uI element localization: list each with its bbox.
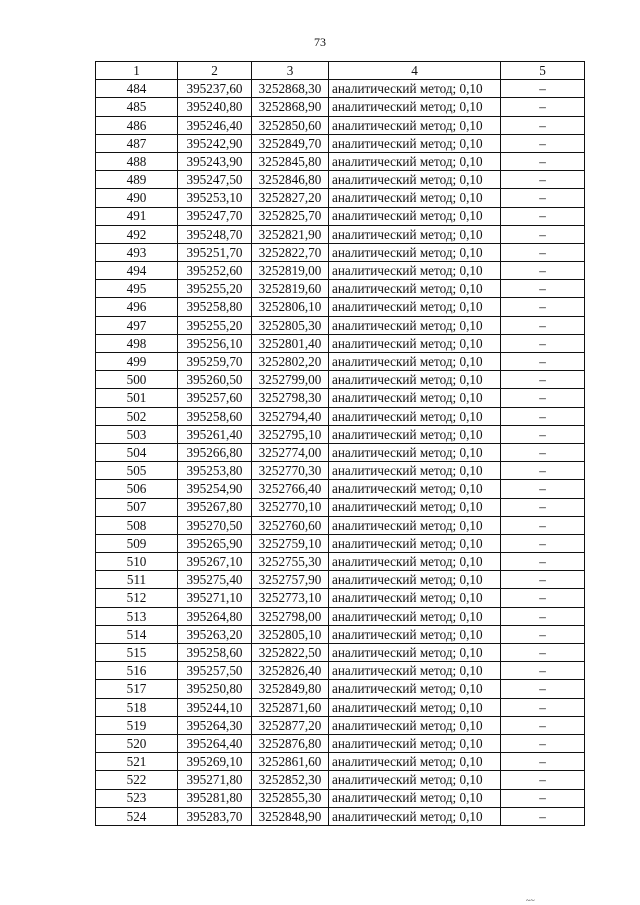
- table-row: [96, 789, 585, 807]
- method-accuracy-cell: аналитический метод; 0,10: [329, 789, 501, 807]
- method-accuracy-cell: аналитический метод; 0,10: [329, 498, 501, 516]
- x-coordinate-cell: 395256,10: [178, 334, 252, 352]
- table-row: [96, 589, 585, 607]
- note-cell: –: [501, 207, 585, 225]
- note-cell: –: [501, 589, 585, 607]
- method-accuracy-cell: аналитический метод; 0,10: [329, 80, 501, 98]
- method-accuracy-cell: аналитический метод; 0,10: [329, 152, 501, 170]
- note-cell: –: [501, 407, 585, 425]
- method-accuracy-cell: аналитический метод; 0,10: [329, 625, 501, 643]
- x-coordinate-cell: 395255,20: [178, 280, 252, 298]
- note-cell: –: [501, 662, 585, 680]
- table-row: [96, 425, 585, 443]
- method-accuracy-cell: аналитический метод; 0,10: [329, 698, 501, 716]
- y-coordinate-cell: 3252822,50: [252, 644, 329, 662]
- note-cell: –: [501, 789, 585, 807]
- y-coordinate-cell: 3252801,40: [252, 334, 329, 352]
- point-number-cell: 494: [96, 262, 178, 280]
- method-accuracy-cell: аналитический метод; 0,10: [329, 571, 501, 589]
- page-number: 73: [314, 35, 326, 49]
- method-accuracy-cell: аналитический метод; 0,10: [329, 553, 501, 571]
- x-coordinate-cell: 395252,60: [178, 262, 252, 280]
- point-number-cell: 507: [96, 498, 178, 516]
- y-coordinate-cell: 3252861,60: [252, 753, 329, 771]
- point-number-cell: 485: [96, 98, 178, 116]
- y-coordinate-cell: 3252766,40: [252, 480, 329, 498]
- point-number-cell: 511: [96, 571, 178, 589]
- table-row: [96, 334, 585, 352]
- method-accuracy-cell: аналитический метод; 0,10: [329, 371, 501, 389]
- column-header-3: 3: [252, 62, 329, 80]
- table-row: [96, 116, 585, 134]
- y-coordinate-cell: 3252852,30: [252, 771, 329, 789]
- y-coordinate-cell: 3252849,80: [252, 680, 329, 698]
- note-cell: –: [501, 443, 585, 461]
- y-coordinate-cell: 3252760,60: [252, 516, 329, 534]
- method-accuracy-cell: аналитический метод; 0,10: [329, 134, 501, 152]
- point-number-cell: 508: [96, 516, 178, 534]
- x-coordinate-cell: 395243,90: [178, 152, 252, 170]
- table-row: [96, 80, 585, 98]
- note-cell: –: [501, 625, 585, 643]
- note-cell: –: [501, 571, 585, 589]
- table-header-row: [96, 62, 585, 80]
- point-number-cell: 501: [96, 389, 178, 407]
- point-number-cell: 516: [96, 662, 178, 680]
- column-header-5: 5: [501, 62, 585, 80]
- y-coordinate-cell: 3252868,30: [252, 80, 329, 98]
- table-row: [96, 134, 585, 152]
- y-coordinate-cell: 3252825,70: [252, 207, 329, 225]
- point-number-cell: 495: [96, 280, 178, 298]
- note-cell: –: [501, 462, 585, 480]
- y-coordinate-cell: 3252871,60: [252, 698, 329, 716]
- x-coordinate-cell: 395266,80: [178, 443, 252, 461]
- point-number-cell: 490: [96, 189, 178, 207]
- y-coordinate-cell: 3252770,30: [252, 462, 329, 480]
- x-coordinate-cell: 395246,40: [178, 116, 252, 134]
- y-coordinate-cell: 3252868,90: [252, 98, 329, 116]
- note-cell: –: [501, 371, 585, 389]
- table-row: [96, 753, 585, 771]
- y-coordinate-cell: 3252846,80: [252, 171, 329, 189]
- table-row: [96, 625, 585, 643]
- note-cell: –: [501, 98, 585, 116]
- method-accuracy-cell: аналитический метод; 0,10: [329, 316, 501, 334]
- method-accuracy-cell: аналитический метод; 0,10: [329, 98, 501, 116]
- y-coordinate-cell: 3252822,70: [252, 243, 329, 261]
- table-row: [96, 680, 585, 698]
- point-number-cell: 486: [96, 116, 178, 134]
- y-coordinate-cell: 3252773,10: [252, 589, 329, 607]
- table-row: [96, 462, 585, 480]
- point-number-cell: 517: [96, 680, 178, 698]
- method-accuracy-cell: аналитический метод; 0,10: [329, 334, 501, 352]
- point-number-cell: 523: [96, 789, 178, 807]
- table-row: [96, 571, 585, 589]
- table-row: [96, 262, 585, 280]
- y-coordinate-cell: 3252850,60: [252, 116, 329, 134]
- table-row: [96, 207, 585, 225]
- table-row: [96, 716, 585, 734]
- table-row: [96, 225, 585, 243]
- x-coordinate-cell: 395265,90: [178, 534, 252, 552]
- table-row: [96, 98, 585, 116]
- table-row: [96, 407, 585, 425]
- y-coordinate-cell: 3252770,10: [252, 498, 329, 516]
- point-number-cell: 506: [96, 480, 178, 498]
- note-cell: –: [501, 753, 585, 771]
- y-coordinate-cell: 3252877,20: [252, 716, 329, 734]
- table-row: [96, 243, 585, 261]
- y-coordinate-cell: 3252805,10: [252, 625, 329, 643]
- method-accuracy-cell: аналитический метод; 0,10: [329, 189, 501, 207]
- note-cell: –: [501, 644, 585, 662]
- point-number-cell: 489: [96, 171, 178, 189]
- x-coordinate-cell: 395258,60: [178, 644, 252, 662]
- note-cell: –: [501, 225, 585, 243]
- method-accuracy-cell: аналитический метод; 0,10: [329, 607, 501, 625]
- x-coordinate-cell: 395247,70: [178, 207, 252, 225]
- note-cell: –: [501, 353, 585, 371]
- point-number-cell: 522: [96, 771, 178, 789]
- method-accuracy-cell: аналитический метод; 0,10: [329, 171, 501, 189]
- y-coordinate-cell: 3252848,90: [252, 807, 329, 825]
- x-coordinate-cell: 395283,70: [178, 807, 252, 825]
- note-cell: –: [501, 498, 585, 516]
- method-accuracy-cell: аналитический метод; 0,10: [329, 425, 501, 443]
- x-coordinate-cell: 395264,30: [178, 716, 252, 734]
- note-cell: –: [501, 607, 585, 625]
- y-coordinate-cell: 3252794,40: [252, 407, 329, 425]
- table-row: [96, 171, 585, 189]
- method-accuracy-cell: аналитический метод; 0,10: [329, 644, 501, 662]
- point-number-cell: 500: [96, 371, 178, 389]
- note-cell: –: [501, 334, 585, 352]
- point-number-cell: 515: [96, 644, 178, 662]
- table-row: [96, 371, 585, 389]
- x-coordinate-cell: 395259,70: [178, 353, 252, 371]
- x-coordinate-cell: 395267,80: [178, 498, 252, 516]
- method-accuracy-cell: аналитический метод; 0,10: [329, 807, 501, 825]
- point-number-cell: 512: [96, 589, 178, 607]
- table-row: [96, 516, 585, 534]
- method-accuracy-cell: аналитический метод; 0,10: [329, 262, 501, 280]
- method-accuracy-cell: аналитический метод; 0,10: [329, 480, 501, 498]
- point-number-cell: 496: [96, 298, 178, 316]
- x-coordinate-cell: 395271,10: [178, 589, 252, 607]
- note-cell: –: [501, 116, 585, 134]
- x-coordinate-cell: 395242,90: [178, 134, 252, 152]
- corner-mark: ~~: [526, 896, 535, 905]
- y-coordinate-cell: 3252757,90: [252, 571, 329, 589]
- note-cell: –: [501, 189, 585, 207]
- method-accuracy-cell: аналитический метод; 0,10: [329, 589, 501, 607]
- point-number-cell: 520: [96, 734, 178, 752]
- method-accuracy-cell: аналитический метод; 0,10: [329, 280, 501, 298]
- method-accuracy-cell: аналитический метод; 0,10: [329, 298, 501, 316]
- point-number-cell: 518: [96, 698, 178, 716]
- note-cell: –: [501, 171, 585, 189]
- x-coordinate-cell: 395240,80: [178, 98, 252, 116]
- x-coordinate-cell: 395251,70: [178, 243, 252, 261]
- y-coordinate-cell: 3252798,30: [252, 389, 329, 407]
- coordinates-table: [95, 61, 585, 826]
- x-coordinate-cell: 395261,40: [178, 425, 252, 443]
- table-row: [96, 389, 585, 407]
- method-accuracy-cell: аналитический метод; 0,10: [329, 534, 501, 552]
- y-coordinate-cell: 3252826,40: [252, 662, 329, 680]
- x-coordinate-cell: 395248,70: [178, 225, 252, 243]
- method-accuracy-cell: аналитический метод; 0,10: [329, 389, 501, 407]
- point-number-cell: 521: [96, 753, 178, 771]
- column-header-2: 2: [178, 62, 252, 80]
- note-cell: –: [501, 298, 585, 316]
- x-coordinate-cell: 395264,40: [178, 734, 252, 752]
- x-coordinate-cell: 395281,80: [178, 789, 252, 807]
- y-coordinate-cell: 3252806,10: [252, 298, 329, 316]
- y-coordinate-cell: 3252821,90: [252, 225, 329, 243]
- x-coordinate-cell: 395253,10: [178, 189, 252, 207]
- point-number-cell: 484: [96, 80, 178, 98]
- point-number-cell: 509: [96, 534, 178, 552]
- method-accuracy-cell: аналитический метод; 0,10: [329, 516, 501, 534]
- table-row: [96, 534, 585, 552]
- note-cell: –: [501, 243, 585, 261]
- method-accuracy-cell: аналитический метод; 0,10: [329, 680, 501, 698]
- x-coordinate-cell: 395269,10: [178, 753, 252, 771]
- point-number-cell: 498: [96, 334, 178, 352]
- method-accuracy-cell: аналитический метод; 0,10: [329, 753, 501, 771]
- note-cell: –: [501, 807, 585, 825]
- table-row: [96, 152, 585, 170]
- method-accuracy-cell: аналитический метод; 0,10: [329, 662, 501, 680]
- y-coordinate-cell: 3252759,10: [252, 534, 329, 552]
- point-number-cell: 505: [96, 462, 178, 480]
- table-row: [96, 662, 585, 680]
- x-coordinate-cell: 395255,20: [178, 316, 252, 334]
- x-coordinate-cell: 395271,80: [178, 771, 252, 789]
- x-coordinate-cell: 395253,80: [178, 462, 252, 480]
- table-row: [96, 698, 585, 716]
- y-coordinate-cell: 3252774,00: [252, 443, 329, 461]
- note-cell: –: [501, 134, 585, 152]
- method-accuracy-cell: аналитический метод; 0,10: [329, 407, 501, 425]
- y-coordinate-cell: 3252819,00: [252, 262, 329, 280]
- table-row: [96, 771, 585, 789]
- method-accuracy-cell: аналитический метод; 0,10: [329, 716, 501, 734]
- y-coordinate-cell: 3252876,80: [252, 734, 329, 752]
- x-coordinate-cell: 395275,40: [178, 571, 252, 589]
- y-coordinate-cell: 3252819,60: [252, 280, 329, 298]
- table-row: [96, 498, 585, 516]
- y-coordinate-cell: 3252827,20: [252, 189, 329, 207]
- method-accuracy-cell: аналитический метод; 0,10: [329, 462, 501, 480]
- method-accuracy-cell: аналитический метод; 0,10: [329, 353, 501, 371]
- x-coordinate-cell: 395260,50: [178, 371, 252, 389]
- method-accuracy-cell: аналитический метод; 0,10: [329, 443, 501, 461]
- table-body: [96, 80, 585, 826]
- x-coordinate-cell: 395257,60: [178, 389, 252, 407]
- point-number-cell: 488: [96, 152, 178, 170]
- note-cell: –: [501, 152, 585, 170]
- x-coordinate-cell: 395237,60: [178, 80, 252, 98]
- point-number-cell: 510: [96, 553, 178, 571]
- x-coordinate-cell: 395250,80: [178, 680, 252, 698]
- point-number-cell: 491: [96, 207, 178, 225]
- table-row: [96, 189, 585, 207]
- point-number-cell: 513: [96, 607, 178, 625]
- point-number-cell: 492: [96, 225, 178, 243]
- column-header-4: 4: [329, 62, 501, 80]
- x-coordinate-cell: 395254,90: [178, 480, 252, 498]
- x-coordinate-cell: 395258,80: [178, 298, 252, 316]
- note-cell: –: [501, 716, 585, 734]
- note-cell: –: [501, 480, 585, 498]
- note-cell: –: [501, 534, 585, 552]
- point-number-cell: 524: [96, 807, 178, 825]
- point-number-cell: 503: [96, 425, 178, 443]
- point-number-cell: 497: [96, 316, 178, 334]
- column-header-1: 1: [96, 62, 178, 80]
- y-coordinate-cell: 3252795,10: [252, 425, 329, 443]
- note-cell: –: [501, 425, 585, 443]
- x-coordinate-cell: 395247,50: [178, 171, 252, 189]
- y-coordinate-cell: 3252802,20: [252, 353, 329, 371]
- note-cell: –: [501, 680, 585, 698]
- table-row: [96, 644, 585, 662]
- y-coordinate-cell: 3252855,30: [252, 789, 329, 807]
- point-number-cell: 519: [96, 716, 178, 734]
- point-number-cell: 487: [96, 134, 178, 152]
- y-coordinate-cell: 3252805,30: [252, 316, 329, 334]
- note-cell: –: [501, 389, 585, 407]
- x-coordinate-cell: 395267,10: [178, 553, 252, 571]
- note-cell: –: [501, 262, 585, 280]
- table-row: [96, 734, 585, 752]
- table-row: [96, 353, 585, 371]
- y-coordinate-cell: 3252845,80: [252, 152, 329, 170]
- table-row: [96, 553, 585, 571]
- method-accuracy-cell: аналитический метод; 0,10: [329, 243, 501, 261]
- x-coordinate-cell: 395244,10: [178, 698, 252, 716]
- x-coordinate-cell: 395270,50: [178, 516, 252, 534]
- x-coordinate-cell: 395258,60: [178, 407, 252, 425]
- table-row: [96, 807, 585, 825]
- method-accuracy-cell: аналитический метод; 0,10: [329, 771, 501, 789]
- y-coordinate-cell: 3252799,00: [252, 371, 329, 389]
- table-row: [96, 280, 585, 298]
- note-cell: –: [501, 80, 585, 98]
- y-coordinate-cell: 3252849,70: [252, 134, 329, 152]
- x-coordinate-cell: 395263,20: [178, 625, 252, 643]
- note-cell: –: [501, 698, 585, 716]
- note-cell: –: [501, 516, 585, 534]
- note-cell: –: [501, 280, 585, 298]
- point-number-cell: 504: [96, 443, 178, 461]
- point-number-cell: 514: [96, 625, 178, 643]
- note-cell: –: [501, 316, 585, 334]
- table-row: [96, 443, 585, 461]
- table-row: [96, 298, 585, 316]
- note-cell: –: [501, 771, 585, 789]
- x-coordinate-cell: 395257,50: [178, 662, 252, 680]
- table-row: [96, 480, 585, 498]
- method-accuracy-cell: аналитический метод; 0,10: [329, 225, 501, 243]
- table-row: [96, 607, 585, 625]
- point-number-cell: 502: [96, 407, 178, 425]
- note-cell: –: [501, 553, 585, 571]
- y-coordinate-cell: 3252798,00: [252, 607, 329, 625]
- method-accuracy-cell: аналитический метод; 0,10: [329, 116, 501, 134]
- method-accuracy-cell: аналитический метод; 0,10: [329, 207, 501, 225]
- point-number-cell: 499: [96, 353, 178, 371]
- note-cell: –: [501, 734, 585, 752]
- x-coordinate-cell: 395264,80: [178, 607, 252, 625]
- y-coordinate-cell: 3252755,30: [252, 553, 329, 571]
- method-accuracy-cell: аналитический метод; 0,10: [329, 734, 501, 752]
- point-number-cell: 493: [96, 243, 178, 261]
- table-row: [96, 316, 585, 334]
